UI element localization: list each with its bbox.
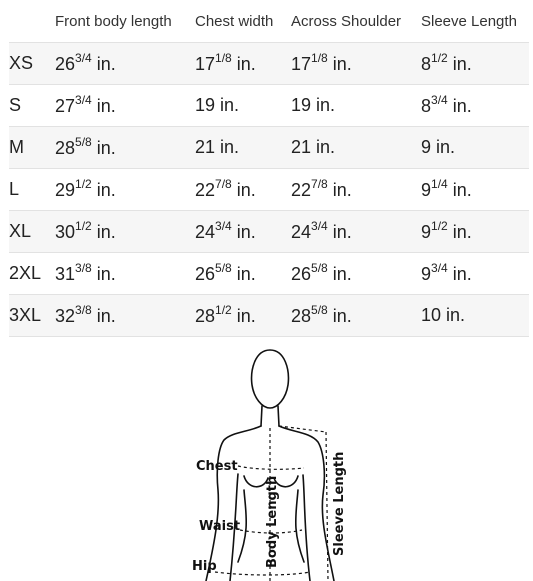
measurement-fraction: 1/2 (75, 219, 92, 233)
measurement-unit: in. (231, 180, 256, 200)
header-row (9, 0, 529, 43)
measurement-fraction: 1/2 (431, 219, 448, 233)
header-across-shoulder: Across Shoulder (291, 12, 402, 30)
table-row (9, 253, 529, 295)
table-row (9, 169, 529, 211)
measurement-unit: in. (327, 306, 352, 326)
measurement-whole: 29 (55, 180, 76, 200)
size-label: L (9, 179, 20, 199)
table-row (9, 295, 529, 337)
measurement-whole: 26 (291, 264, 312, 284)
measurement-unit: in. (327, 54, 352, 74)
measurement-cell (291, 127, 421, 169)
measurement-cell (195, 169, 291, 211)
size-label: 2XL (9, 263, 42, 283)
size-label: S (9, 95, 22, 115)
header-sleeve-length: Sleeve Length (421, 12, 517, 30)
measurement-cell (291, 169, 421, 211)
measurement-fraction: 3/4 (215, 219, 232, 233)
measurement-whole: 9 (421, 264, 432, 284)
measurement-fraction: 5/8 (75, 135, 92, 149)
measurement-unit: in. (231, 306, 256, 326)
measurement-unit: in. (91, 264, 116, 284)
measurement-cell (55, 295, 195, 337)
measurement-unit: in. (91, 222, 116, 242)
measurement-unit: in. (215, 137, 240, 157)
measurement-cell (195, 43, 291, 85)
measurement-fraction: 1/2 (215, 303, 232, 317)
measurement-cell (195, 211, 291, 253)
measurement-whole: 9 (421, 180, 432, 200)
size-label: XL (9, 211, 55, 253)
measurement-unit: in. (91, 180, 116, 200)
measurement-cell (421, 43, 529, 85)
table-row (9, 43, 529, 85)
measurement-cell (421, 295, 529, 337)
measurement-fraction: 3/4 (311, 219, 328, 233)
measurement-whole: 8 (421, 54, 432, 74)
measurement-unit: in. (215, 95, 240, 115)
measurement-fraction: 5/8 (215, 261, 232, 275)
header-front-body-length: Front body length (55, 12, 172, 30)
measurement-fraction: 3/4 (75, 93, 92, 107)
measurement-cell (421, 85, 529, 127)
table-row (9, 127, 529, 169)
measurement-whole: 19 (195, 95, 216, 115)
measurement-unit: in. (231, 264, 256, 284)
measurement-cell (291, 85, 421, 127)
measurement-whole: 10 (421, 305, 442, 325)
measurement-whole: 28 (291, 306, 312, 326)
measurement-unit: in. (447, 222, 472, 242)
measurement-cell (291, 295, 421, 337)
measurement-fraction: 7/8 (215, 177, 232, 191)
measurement-unit: in. (91, 96, 116, 116)
measurement-whole: 27 (55, 96, 76, 116)
measurement-cell (55, 85, 195, 127)
measurement-cell (55, 127, 195, 169)
size-label: XS (9, 43, 55, 85)
measurement-cell (195, 127, 291, 169)
header-size (9, 0, 55, 43)
measurement-unit: in. (311, 95, 336, 115)
measurement-unit: in. (447, 54, 472, 74)
table-row (9, 211, 529, 253)
measurement-whole: 22 (291, 180, 312, 200)
measurement-cell (195, 295, 291, 337)
measurement-fraction: 5/8 (311, 303, 328, 317)
measurement-cell (55, 169, 195, 211)
measurement-whole: 21 (195, 137, 216, 157)
measurement-cell (421, 253, 529, 295)
waist-label: Waist (199, 519, 241, 534)
measurement-unit: in. (91, 138, 116, 158)
measurement-cell (195, 85, 291, 127)
measurement-whole: 9 (421, 137, 432, 157)
measurement-unit: in. (327, 180, 352, 200)
measurement-whole: 19 (291, 95, 312, 115)
measurement-whole: 28 (55, 138, 76, 158)
measurement-fraction: 1/2 (431, 51, 448, 65)
measurement-unit: in. (441, 305, 466, 325)
measurement-whole: 24 (195, 222, 216, 242)
measurement-whole: 22 (195, 180, 216, 200)
measurement-unit: in. (91, 54, 116, 74)
size-label: 3XL (9, 295, 55, 337)
measurement-cell (291, 211, 421, 253)
measurement-unit: in. (311, 137, 336, 157)
size-label: M (9, 127, 55, 169)
measurement-whole: 24 (291, 222, 312, 242)
measurement-fraction: 3/8 (75, 261, 92, 275)
table-row (9, 85, 529, 127)
measurement-cell (195, 253, 291, 295)
measurement-unit: in. (327, 264, 352, 284)
chest-label: Chest (196, 459, 238, 474)
measurement-whole: 21 (291, 137, 312, 157)
measurement-fraction: 3/4 (431, 261, 448, 275)
measurement-cell (291, 253, 421, 295)
measurement-fraction: 7/8 (311, 177, 328, 191)
measurement-whole: 32 (55, 306, 76, 326)
measurement-fraction: 1/8 (215, 51, 232, 65)
measurement-cell (55, 211, 195, 253)
measurement-cell (421, 127, 529, 169)
measurement-fraction: 1/2 (75, 177, 92, 191)
measurement-whole: 26 (195, 264, 216, 284)
measurement-whole: 17 (195, 54, 216, 74)
measurement-fraction: 1/4 (431, 177, 448, 191)
measurement-whole: 28 (195, 306, 216, 326)
size-chart-table (9, 0, 529, 337)
measurement-whole: 26 (55, 54, 76, 74)
measurement-whole: 8 (421, 96, 432, 116)
measurement-diagram (160, 340, 380, 581)
measurement-whole: 31 (55, 264, 76, 284)
measurement-unit: in. (327, 222, 352, 242)
sleeve-length-label: Sleeve Length (332, 451, 347, 556)
measurement-unit: in. (447, 180, 472, 200)
body-length-label: Body Length (265, 475, 280, 568)
measurement-unit: in. (91, 306, 116, 326)
measurement-whole: 17 (291, 54, 312, 74)
measurement-fraction: 3/4 (75, 51, 92, 65)
measurement-fraction: 3/8 (75, 303, 92, 317)
measurement-unit: in. (231, 222, 256, 242)
measurement-whole: 30 (55, 222, 76, 242)
measurement-fraction: 1/8 (311, 51, 328, 65)
header-chest-width: Chest width (195, 12, 274, 30)
measurement-unit: in. (231, 54, 256, 74)
measurement-unit: in. (447, 96, 472, 116)
measurement-cell (55, 253, 195, 295)
measurement-cell (291, 43, 421, 85)
hip-label: Hip (192, 559, 217, 574)
measurement-cell (421, 211, 529, 253)
measurement-fraction: 3/4 (431, 93, 448, 107)
measurement-unit: in. (431, 137, 456, 157)
measurement-fraction: 5/8 (311, 261, 328, 275)
measurement-whole: 9 (421, 222, 432, 242)
measurement-cell (421, 169, 529, 211)
measurement-unit: in. (447, 264, 472, 284)
measurement-cell (55, 43, 195, 85)
